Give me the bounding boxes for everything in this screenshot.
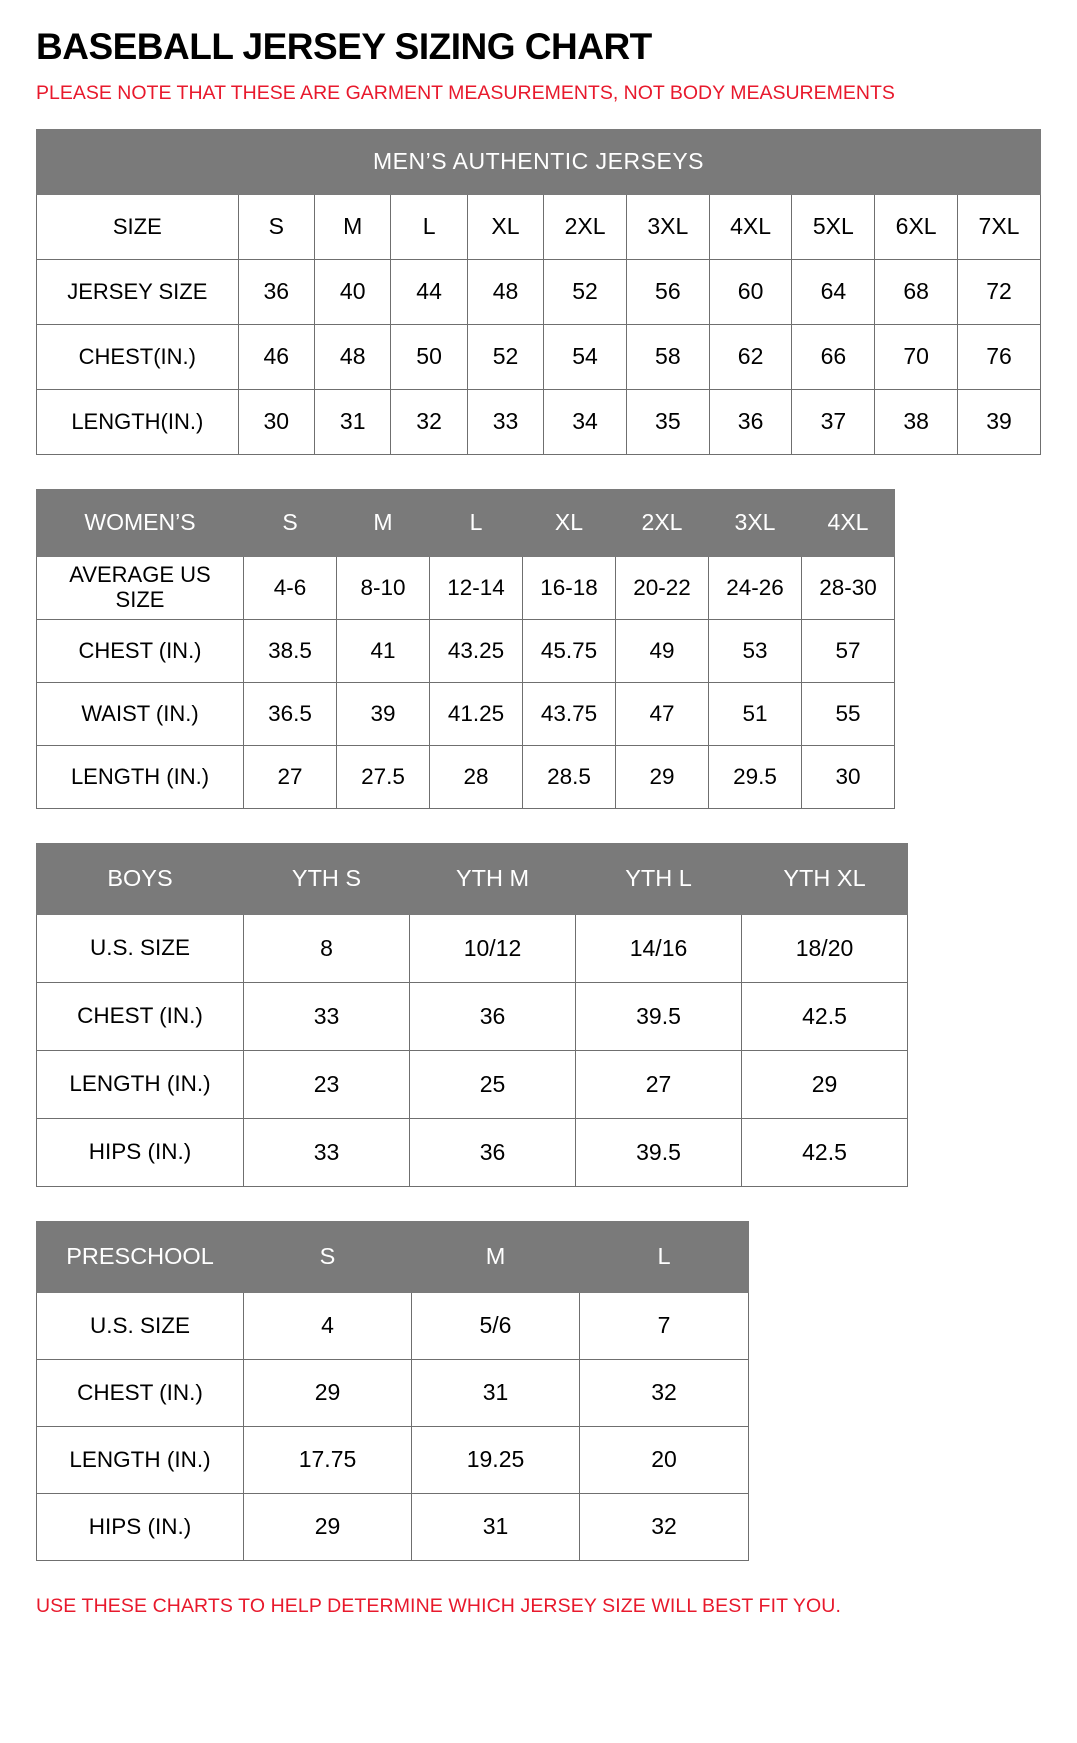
cell-chest: 52 [467, 324, 543, 389]
cell-length: 29 [616, 745, 709, 808]
cell-chest: 29 [244, 1359, 412, 1426]
row-label-chest: CHEST (IN.) [37, 982, 244, 1050]
cell-length: 23 [244, 1050, 410, 1118]
cell-waist: 39 [337, 682, 430, 745]
cell-waist: 51 [709, 682, 802, 745]
boys-sizing-table [36, 843, 908, 1187]
table-row [37, 556, 895, 619]
cell-length: 34 [544, 389, 627, 454]
cell-chest: 48 [315, 324, 391, 389]
cell-us-size: 14/16 [576, 914, 742, 982]
womens-header-label: WOMEN’S [37, 489, 244, 556]
row-label-hips: HIPS (IN.) [37, 1493, 244, 1560]
cell-size: S [238, 194, 314, 259]
cell-hips: 29 [244, 1493, 412, 1560]
cell-length: 36 [709, 389, 792, 454]
cell-size: M [412, 1221, 580, 1292]
cell-us-size: 12-14 [430, 556, 523, 619]
cell-chest: 49 [616, 619, 709, 682]
cell-jersey-size: 52 [544, 259, 627, 324]
cell-us-size: 20-22 [616, 556, 709, 619]
cell-size: 6XL [875, 194, 958, 259]
cell-us-size: 18/20 [742, 914, 908, 982]
cell-length: 30 [238, 389, 314, 454]
table-row [37, 259, 1041, 324]
mens-table-banner: MEN’S AUTHENTIC JERSEYS [37, 129, 1041, 194]
cell-size: 3XL [626, 194, 709, 259]
cell-chest: 76 [958, 324, 1041, 389]
cell-us-size: 4-6 [244, 556, 337, 619]
womens-sizing-table [36, 489, 895, 809]
cell-waist: 43.75 [523, 682, 616, 745]
cell-us-size: 8 [244, 914, 410, 982]
cell-size: YTH S [244, 843, 410, 914]
cell-size: 7XL [958, 194, 1041, 259]
cell-chest: 62 [709, 324, 792, 389]
mens-sizing-table [36, 129, 1041, 455]
cell-hips: 42.5 [742, 1118, 908, 1186]
cell-jersey-size: 40 [315, 259, 391, 324]
cell-chest: 45.75 [523, 619, 616, 682]
cell-size: YTH XL [742, 843, 908, 914]
womens-header-row [37, 489, 895, 556]
cell-waist: 41.25 [430, 682, 523, 745]
table-row [37, 1426, 749, 1493]
cell-jersey-size: 36 [238, 259, 314, 324]
cell-chest: 41 [337, 619, 430, 682]
row-label-hips: HIPS (IN.) [37, 1118, 244, 1186]
row-label-jersey-size: JERSEY SIZE [37, 259, 239, 324]
cell-length: 20 [580, 1426, 749, 1493]
cell-size: 5XL [792, 194, 875, 259]
cell-jersey-size: 60 [709, 259, 792, 324]
table-row [37, 324, 1041, 389]
cell-length: 29.5 [709, 745, 802, 808]
cell-size: XL [523, 489, 616, 556]
cell-length: 39 [958, 389, 1041, 454]
cell-size: 4XL [802, 489, 895, 556]
cell-size: YTH L [576, 843, 742, 914]
measurement-disclaimer: PLEASE NOTE THAT THESE ARE GARMENT MEASUREMENTS, NOT BODY MEASUREMENTS [36, 81, 895, 104]
cell-chest: 38.5 [244, 619, 337, 682]
cell-chest: 70 [875, 324, 958, 389]
cell-us-size: 16-18 [523, 556, 616, 619]
cell-chest: 46 [238, 324, 314, 389]
cell-jersey-size: 64 [792, 259, 875, 324]
table-row [37, 389, 1041, 454]
mens-table-banner-row [37, 129, 1041, 194]
cell-chest: 42.5 [742, 982, 908, 1050]
table-row [37, 1050, 908, 1118]
cell-hips: 32 [580, 1493, 749, 1560]
cell-length: 27 [244, 745, 337, 808]
cell-length: 29 [742, 1050, 908, 1118]
cell-length: 38 [875, 389, 958, 454]
cell-length: 37 [792, 389, 875, 454]
cell-us-size: 10/12 [410, 914, 576, 982]
cell-us-size: 24-26 [709, 556, 802, 619]
cell-size: 3XL [709, 489, 802, 556]
cell-chest: 66 [792, 324, 875, 389]
table-row [37, 745, 895, 808]
cell-us-size: 5/6 [412, 1292, 580, 1359]
preschool-header-row [37, 1221, 749, 1292]
cell-jersey-size: 48 [467, 259, 543, 324]
cell-us-size: 28-30 [802, 556, 895, 619]
cell-length: 30 [802, 745, 895, 808]
table-row [37, 982, 908, 1050]
cell-hips: 33 [244, 1118, 410, 1186]
cell-length: 27.5 [337, 745, 430, 808]
preschool-header-label: PRESCHOOL [37, 1221, 244, 1292]
cell-length: 28.5 [523, 745, 616, 808]
row-label-chest: CHEST(IN.) [37, 324, 239, 389]
cell-waist: 55 [802, 682, 895, 745]
cell-size: 4XL [709, 194, 792, 259]
table-row [37, 914, 908, 982]
row-label-chest: CHEST (IN.) [37, 619, 244, 682]
cell-size: XL [467, 194, 543, 259]
cell-waist: 47 [616, 682, 709, 745]
row-label-average-us-size: AVERAGE US SIZE [37, 556, 244, 619]
cell-chest: 58 [626, 324, 709, 389]
cell-size: YTH M [410, 843, 576, 914]
cell-size: S [244, 489, 337, 556]
row-label-us-size: U.S. SIZE [37, 914, 244, 982]
table-row [37, 1292, 749, 1359]
row-label-length: LENGTH (IN.) [37, 1050, 244, 1118]
cell-chest: 36 [410, 982, 576, 1050]
cell-size: L [580, 1221, 749, 1292]
preschool-sizing-table [36, 1221, 749, 1561]
row-label-waist: WAIST (IN.) [37, 682, 244, 745]
cell-jersey-size: 72 [958, 259, 1041, 324]
cell-length: 31 [315, 389, 391, 454]
page-title: BASEBALL JERSEY SIZING CHART [36, 26, 652, 67]
table-row [37, 1118, 908, 1186]
cell-size: M [337, 489, 430, 556]
cell-waist: 36.5 [244, 682, 337, 745]
cell-chest: 32 [580, 1359, 749, 1426]
cell-us-size: 8-10 [337, 556, 430, 619]
cell-chest: 39.5 [576, 982, 742, 1050]
cell-length: 35 [626, 389, 709, 454]
cell-chest: 31 [412, 1359, 580, 1426]
cell-length: 33 [467, 389, 543, 454]
cell-length: 17.75 [244, 1426, 412, 1493]
cell-size: 2XL [544, 194, 627, 259]
cell-jersey-size: 68 [875, 259, 958, 324]
cell-size: 2XL [616, 489, 709, 556]
cell-chest: 53 [709, 619, 802, 682]
cell-hips: 31 [412, 1493, 580, 1560]
row-label-chest: CHEST (IN.) [37, 1359, 244, 1426]
cell-us-size: 7 [580, 1292, 749, 1359]
cell-us-size: 4 [244, 1292, 412, 1359]
cell-chest: 33 [244, 982, 410, 1050]
cell-jersey-size: 56 [626, 259, 709, 324]
cell-chest: 57 [802, 619, 895, 682]
cell-length: 27 [576, 1050, 742, 1118]
cell-hips: 39.5 [576, 1118, 742, 1186]
footer-note: USE THESE CHARTS TO HELP DETERMINE WHICH JERSEY SIZE WILL BEST FIT YOU. [36, 1594, 841, 1617]
table-row [37, 1493, 749, 1560]
cell-chest: 50 [391, 324, 467, 389]
cell-length: 19.25 [412, 1426, 580, 1493]
cell-length: 28 [430, 745, 523, 808]
cell-size: L [430, 489, 523, 556]
table-row [37, 619, 895, 682]
boys-header-row [37, 843, 908, 914]
cell-jersey-size: 44 [391, 259, 467, 324]
row-label-length: LENGTH (IN.) [37, 745, 244, 808]
cell-size: L [391, 194, 467, 259]
row-label-length: LENGTH(IN.) [37, 389, 239, 454]
table-row [37, 194, 1041, 259]
cell-length: 25 [410, 1050, 576, 1118]
cell-size: S [244, 1221, 412, 1292]
cell-chest: 43.25 [430, 619, 523, 682]
cell-chest: 54 [544, 324, 627, 389]
row-label-size: SIZE [37, 194, 239, 259]
table-row [37, 682, 895, 745]
cell-length: 32 [391, 389, 467, 454]
cell-size: M [315, 194, 391, 259]
row-label-length: LENGTH (IN.) [37, 1426, 244, 1493]
boys-header-label: BOYS [37, 843, 244, 914]
row-label-us-size: U.S. SIZE [37, 1292, 244, 1359]
table-row [37, 1359, 749, 1426]
cell-hips: 36 [410, 1118, 576, 1186]
